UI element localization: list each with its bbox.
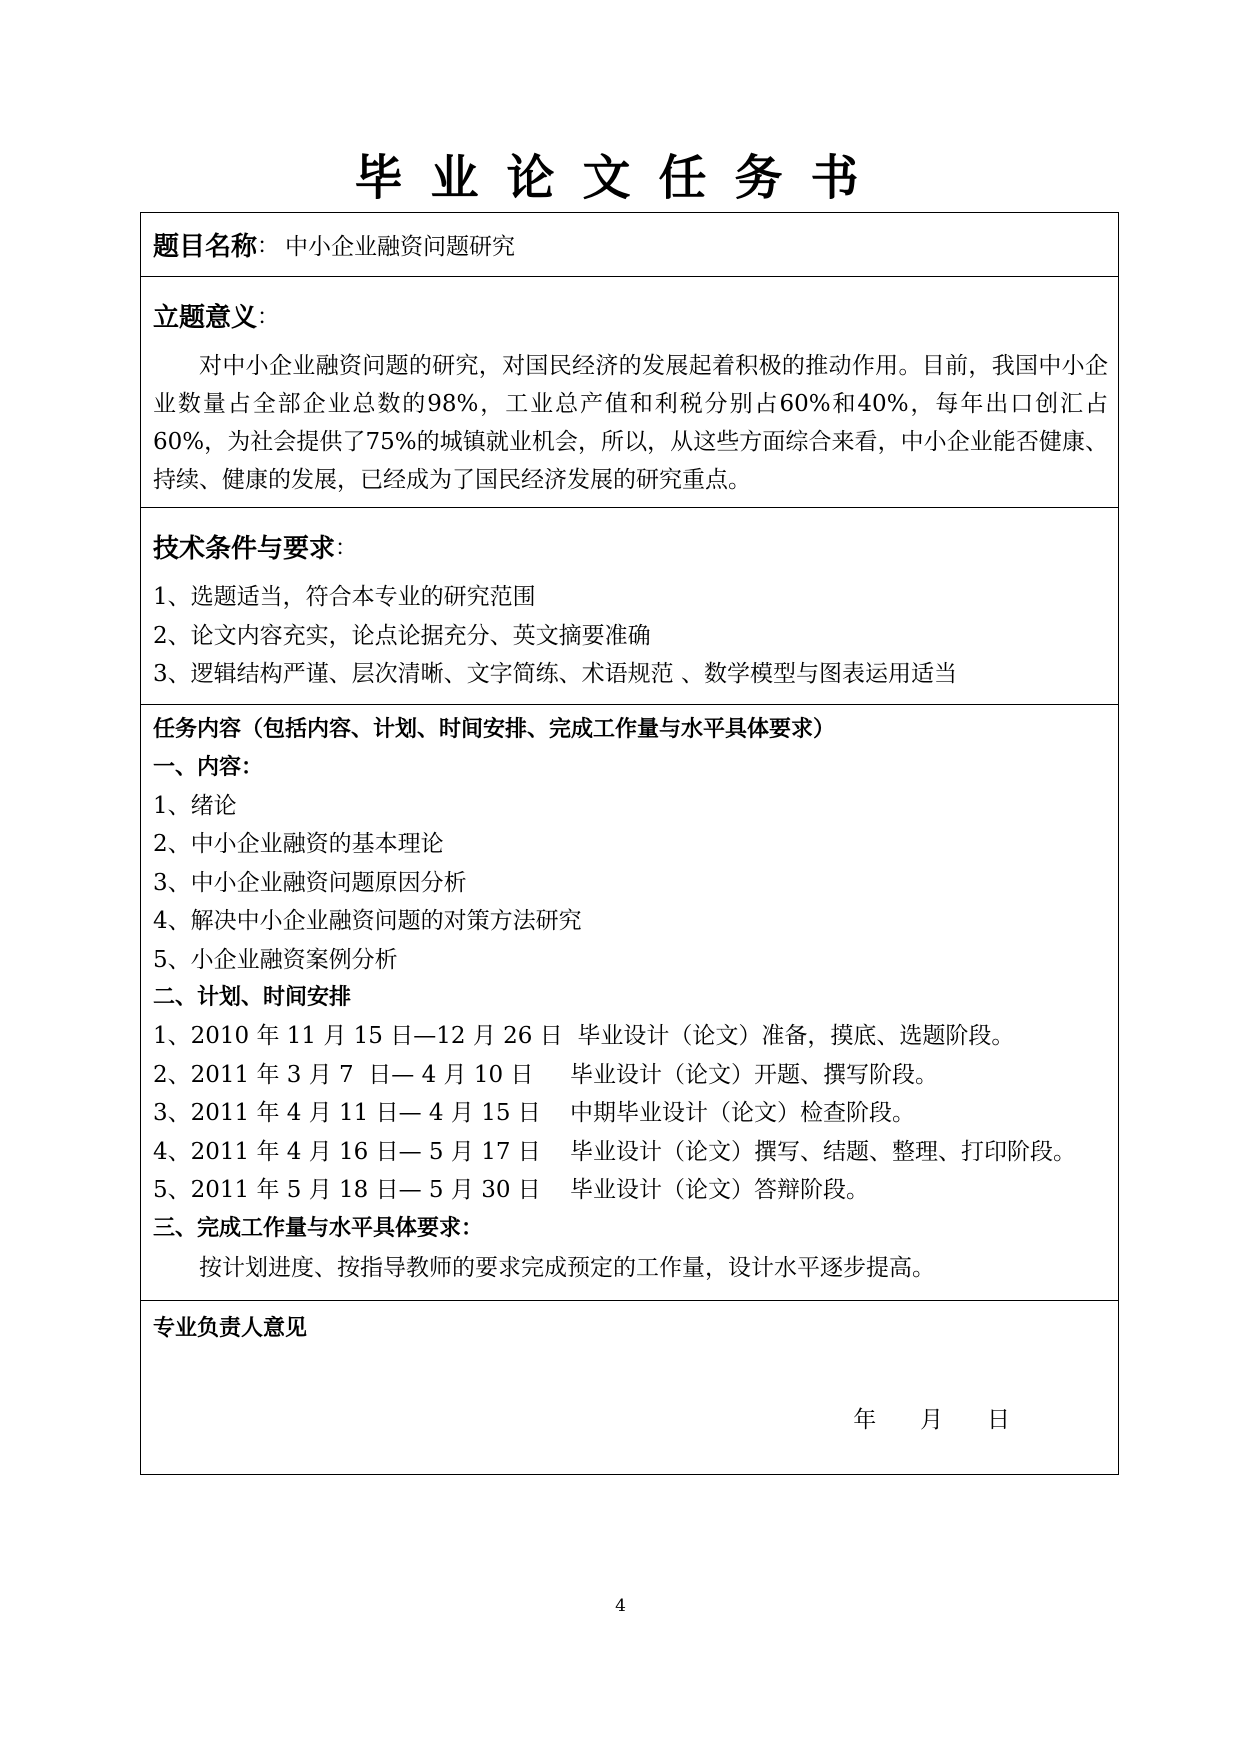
significance-colon: ： <box>257 304 280 330</box>
plan-item: 5、2011 年 5 月 18 日— 5 月 30 日 毕业设计（论文）答辩阶段。 <box>153 1177 870 1203</box>
task-section <box>141 705 1118 1301</box>
task-header: 任务内容（包括内容、计划、时间安排、完成工作量与水平具体要求） <box>153 716 836 742</box>
content-item: 4、解决中小企业融资问题的对策方法研究 <box>153 908 582 934</box>
plan-item: 4、2011 年 4 月 16 日— 5 月 17 日 毕业设计（论文）撰写、结题、整理、打印阶段。 <box>153 1138 1077 1165</box>
topic-colon: ： <box>257 234 280 259</box>
topic-label: 题目名称 <box>153 232 258 262</box>
content-heading: 一、内容： <box>153 754 264 780</box>
requirements-heading-row <box>153 508 1108 566</box>
opinion-date-line: 年 月 日 <box>853 1406 1010 1433</box>
plan-item: 2、2011 年 3 月 7 日— 4 月 10 日 毕业设计（论文）开题、撰写阶段。 <box>153 1061 938 1088</box>
content-item: 1、绪论 <box>153 792 237 819</box>
requirements-list <box>153 578 1108 704</box>
content-item: 5、小企业融资案例分析 <box>153 946 398 973</box>
requirements-label: 技术条件与要求 <box>153 533 336 564</box>
content-item: 2、中小企业融资的基本理论 <box>153 831 444 857</box>
requirements-section <box>141 508 1118 705</box>
significance-heading-row <box>153 277 1108 335</box>
workload-heading: 三、完成工作量与水平具体要求： <box>153 1215 484 1241</box>
requirement-item: 2、论文内容充实，论点论据充分、英文摘要准确 <box>153 622 651 649</box>
requirements-colon: ： <box>335 535 358 561</box>
plan-item: 3、2011 年 4 月 11 日— 4 月 15 日 中期毕业设计（论文）检查阶段。 <box>153 1100 916 1126</box>
opinion-label: 专业负责人意见 <box>153 1315 308 1341</box>
opinion-section <box>141 1301 1118 1474</box>
topic-section <box>141 213 1118 277</box>
significance-section <box>141 277 1118 508</box>
significance-text: 对中小企业融资问题的研究，对国民经济的发展起着积极的推动作用。目前，我国中小企业数量占全部企业总数的98%，工业总产值和利税分别占60%和40%，每年出口创汇占60%，为社会提供了75%的城镇就业机会，所以，从这些方面综合来看，中小企业能否健康、持续、健康的发展，已经成为了国民经济发展的研究重点。 <box>153 353 1108 493</box>
workload-text: 按计划进度、按指导教师的要求完成预定的工作量，设计水平逐步提高。 <box>199 1254 935 1281</box>
requirement-item: 3、逻辑结构严谨、层次清晰、文字简练、术语规范 、数学模型与图表运用适当 <box>153 661 957 687</box>
page-number: 4 <box>615 1596 626 1616</box>
plan-heading: 二、计划、时间安排 <box>153 985 352 1010</box>
topic-value: 中小企业融资问题研究 <box>285 234 516 260</box>
content-item: 3、中小企业融资问题原因分析 <box>153 869 467 896</box>
requirement-item: 1、选题适当，符合本专业的研究范围 <box>153 584 536 610</box>
plan-item: 1、2010 年 11 月 15 日—12 月 26 日 毕业设计（论文）准备，摸底、选题阶段。 <box>153 1023 1015 1049</box>
significance-label: 立题意义 <box>153 302 258 333</box>
document-title: 毕业论文任务书 <box>354 150 887 206</box>
task-form-table <box>140 212 1119 1475</box>
